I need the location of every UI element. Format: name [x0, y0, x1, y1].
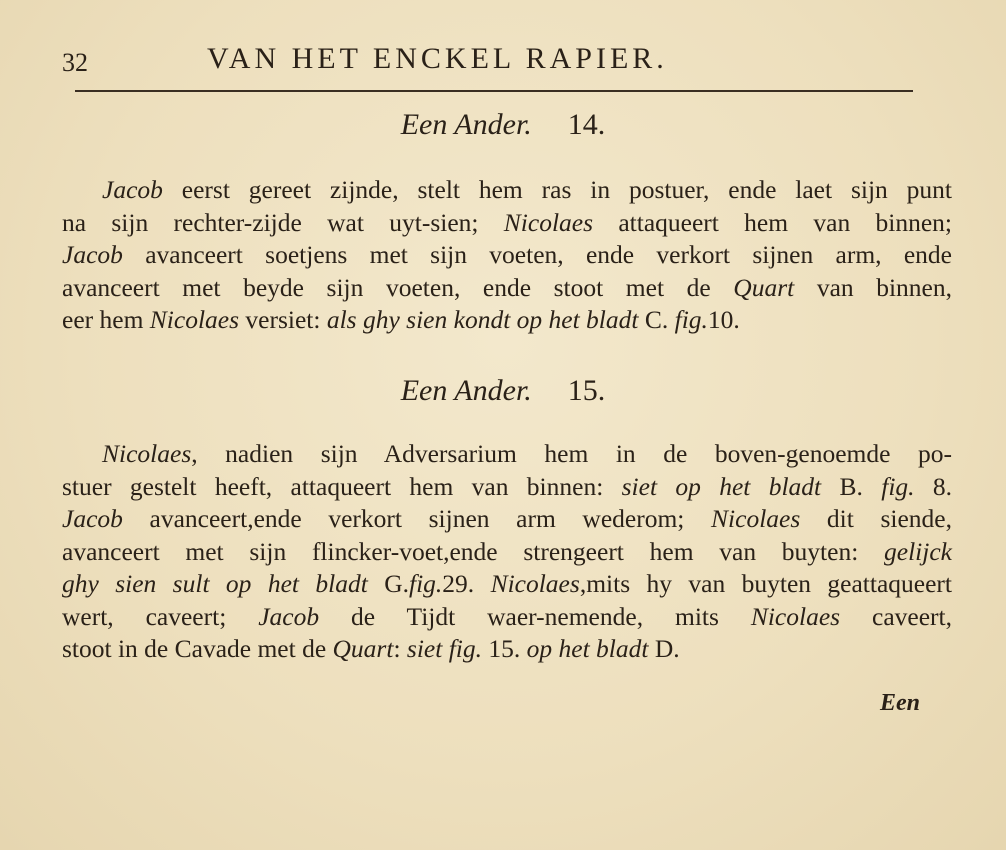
roman-text: avanceert met sijn flincker-voet,ende strengeert hem van buyten: — [62, 536, 885, 566]
roman-text: dit siende, — [800, 504, 952, 533]
roman-text: 15. — [482, 634, 527, 663]
header-rule — [75, 90, 913, 92]
italic-text: Nicolaes — [503, 207, 594, 237]
italic-text: Nicolaes — [490, 569, 580, 598]
roman-text: versiet: — [239, 305, 327, 334]
text-line — [62, 471, 952, 504]
roman-text: de Tijdt waer-nemende, mits — [319, 601, 751, 631]
text-line — [62, 239, 952, 272]
section-number: 15. — [567, 374, 606, 407]
roman-text: na sijn rechter-zijde wat uyt-sien; — [62, 207, 504, 237]
italic-text: siet op het bladt — [621, 471, 822, 501]
text-line — [62, 568, 952, 601]
text-line — [62, 438, 952, 471]
roman-text: 10. — [707, 305, 740, 334]
section-paragraph — [62, 174, 952, 337]
roman-text: caveert, — [840, 601, 952, 631]
italic-text: Nicolaes — [711, 504, 801, 533]
roman-text: stoot in de Cavade met de — [62, 634, 333, 663]
roman-text: eerst gereet zijnde, stelt hem ras in postuer, ende laet sijn punt — [162, 175, 952, 204]
italic-text: fig. — [408, 569, 443, 598]
roman-text: : — [393, 634, 407, 663]
italic-text: Jacob — [62, 240, 123, 269]
text-line — [62, 174, 952, 207]
text-line — [62, 601, 952, 634]
running-head: VAN HET ENCKEL RAPIER. — [207, 42, 668, 75]
italic-text: Nicolaes — [750, 601, 841, 631]
roman-text: C. — [638, 305, 675, 334]
text-line — [62, 207, 952, 240]
page-number: 32 — [62, 48, 88, 77]
roman-text: B. — [821, 471, 882, 501]
text-line — [62, 503, 952, 536]
section-title-text: Een Ander. — [400, 108, 532, 141]
section-title — [0, 374, 1006, 408]
roman-text: wert, caveert; — [62, 601, 259, 631]
section-number: 14. — [567, 108, 606, 141]
roman-text: 8. — [914, 471, 953, 501]
italic-text: Jacob — [102, 175, 163, 204]
roman-text: eer hem — [62, 305, 150, 334]
italic-text: ghy sien sult op het bladt — [62, 569, 368, 598]
roman-text: stuer gestelt heeft, attaqueert hem van binnen: — [62, 471, 622, 501]
section-title — [0, 108, 1006, 142]
roman-text: 29. — [442, 569, 491, 598]
italic-text: siet fig. — [406, 634, 483, 663]
roman-text: attaqueert hem van binnen; — [593, 207, 952, 237]
roman-text: van binnen, — [794, 272, 953, 302]
italic-text: Jacob — [62, 504, 123, 533]
italic-text: Jacob — [258, 601, 320, 631]
italic-text: als ghy sien kondt op het bladt — [326, 305, 639, 334]
roman-text: G. — [367, 569, 409, 598]
roman-text: avanceert,ende verkort sijnen arm wederom; — [122, 504, 712, 533]
italic-text: Quart — [332, 634, 394, 663]
roman-text: ,mits hy van buyten geattaqueert — [579, 569, 953, 598]
page-header — [62, 38, 912, 78]
italic-text: Nicolaes — [149, 305, 240, 334]
italic-text: gelijck — [884, 536, 952, 566]
italic-text: Nicolaes — [102, 439, 192, 468]
roman-text: avanceert soetjens met sijn voeten, ende verkort sijnen arm, ende — [122, 240, 952, 269]
italic-text: fig. — [881, 471, 915, 501]
text-line — [62, 304, 952, 337]
roman-text: , nadien sijn Adversarium hem in de boven-genoemde po- — [191, 439, 952, 468]
text-line — [62, 536, 952, 569]
section-title-text: Een Ander. — [400, 374, 532, 407]
roman-text: D. — [648, 634, 680, 663]
catchword: Een — [880, 690, 921, 716]
italic-text: Quart — [733, 272, 795, 302]
text-line — [62, 633, 952, 666]
italic-text: op het bladt — [526, 634, 649, 663]
italic-text: fig. — [674, 305, 708, 334]
text-line — [62, 272, 952, 305]
section-paragraph — [62, 438, 952, 666]
roman-text: avanceert met beyde sijn voeten, ende stoot met de — [62, 272, 734, 302]
